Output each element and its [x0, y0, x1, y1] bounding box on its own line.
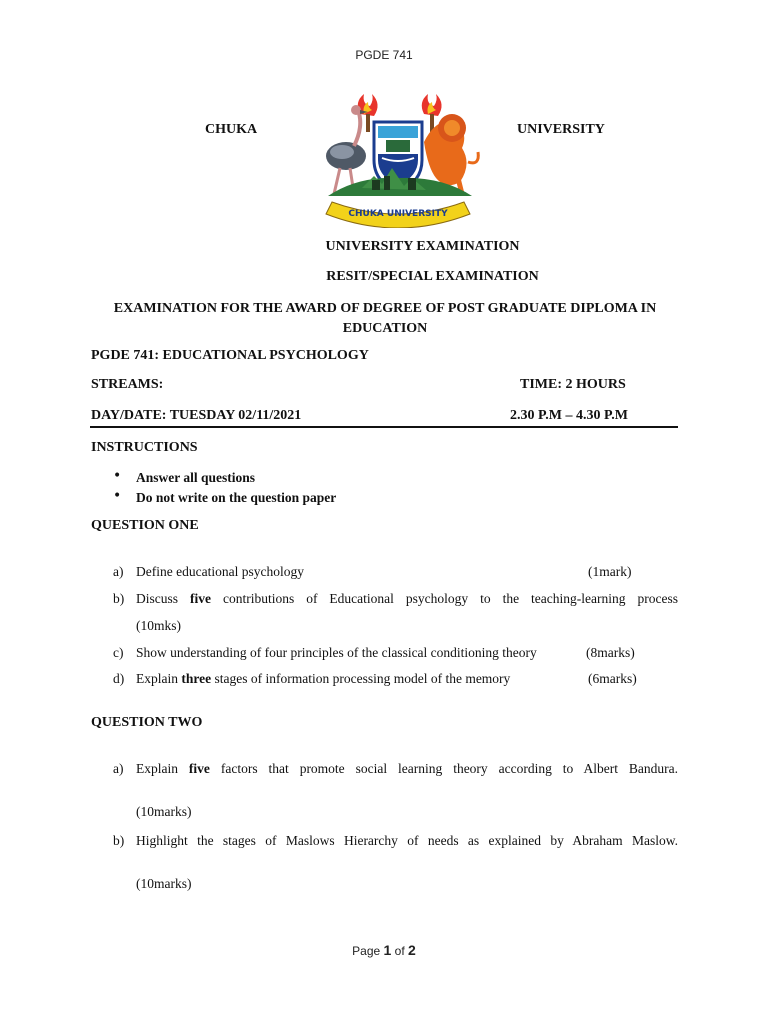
q2b-letter: b) [113, 833, 125, 848]
q2b-text: Highlight the stages of Maslows Hierarchy of needs as explained by Abraham Maslow. [136, 833, 678, 848]
footer-page-total: 2 [408, 942, 416, 958]
q2a-letter: a) [113, 761, 124, 776]
page-footer [0, 942, 768, 958]
exam-hours: 2.30 P.M – 4.30 P.M [510, 408, 628, 423]
q1c-marks: (8marks) [586, 645, 635, 660]
university-logo [312, 92, 484, 228]
q1a-text: Define educational psychology [136, 564, 304, 579]
instruction-item: Do not write on the question paper [136, 490, 337, 505]
q1b-text: Discuss five contributions of Educational psychology to the teaching-learning process [136, 591, 678, 606]
university-name-left: CHUKA [205, 122, 258, 137]
logo-banner-text: CHUKA UNIVERSITY [348, 209, 448, 219]
resit-title: RESIT/SPECIAL EXAMINATION [326, 269, 539, 284]
course-title: PGDE 741: EDUCATIONAL PSYCHOLOGY [91, 348, 369, 363]
footer-of-label: of [394, 944, 405, 958]
header-course-code: PGDE 741 [355, 48, 413, 62]
header-divider [90, 426, 678, 428]
footer-page-number: 1 [383, 942, 392, 958]
bullet-icon: • [113, 488, 122, 504]
question-one-title: QUESTION ONE [91, 518, 199, 533]
q1d-text: Explain three stages of information processing model of the memory [136, 671, 511, 686]
bullet-icon: • [113, 468, 122, 484]
q1b-marks: (10mks) [136, 618, 181, 633]
q2a-text: Explain five factors that promote social learning theory according to Albert Bandura. [136, 761, 678, 776]
streams-label: STREAMS: [91, 377, 164, 392]
question-two-title: QUESTION TWO [91, 715, 203, 730]
q1a-marks: (1mark) [588, 564, 632, 579]
exam-date: DAY/DATE: TUESDAY 02/11/2021 [91, 408, 302, 423]
q1c-letter: c) [113, 645, 124, 660]
footer-page-label: Page [352, 944, 381, 958]
q2a-marks: (10marks) [136, 804, 192, 819]
instruction-item: Answer all questions [136, 470, 256, 485]
q1b-letter: b) [113, 591, 125, 606]
q1d-letter: d) [113, 671, 125, 686]
award-title: EXAMINATION FOR THE AWARD OF DEGREE OF POST GRADUATE DIPLOMA IN EDUCATION [113, 301, 657, 336]
time-label: TIME: 2 HOURS [520, 377, 626, 392]
instructions-title: INSTRUCTIONS [91, 440, 198, 455]
exam-title: UNIVERSITY EXAMINATION [325, 239, 520, 254]
q2b-marks: (10marks) [136, 876, 192, 891]
university-name-right: UNIVERSITY [517, 122, 605, 137]
q1d-marks: (6marks) [588, 671, 637, 686]
q1c-text: Show understanding of four principles of the classical conditioning theory [136, 645, 537, 660]
q1a-letter: a) [113, 564, 124, 579]
